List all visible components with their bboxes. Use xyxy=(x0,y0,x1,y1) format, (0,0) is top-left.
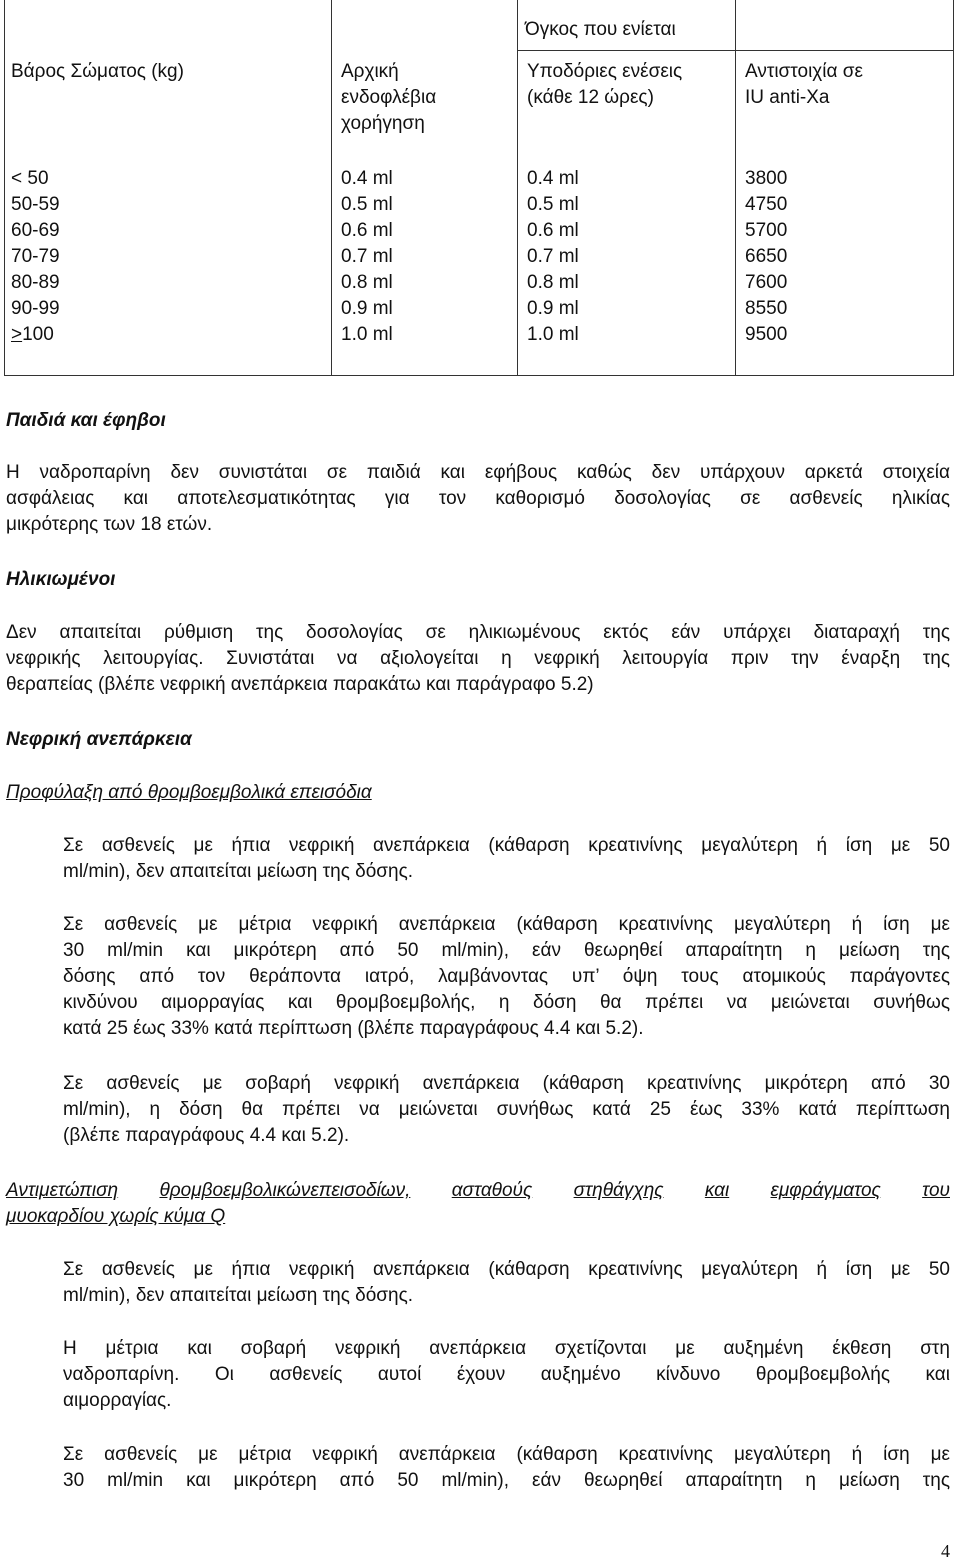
header-line: (κάθε 12 ώρες) xyxy=(527,87,654,108)
header-line: Αρχική xyxy=(341,61,399,82)
heading-word: και xyxy=(704,1180,730,1201)
children-section xyxy=(6,408,950,434)
header-line: ενδοφλέβια xyxy=(341,87,437,108)
table-cell: 1.0 ml xyxy=(341,324,393,345)
children-paragraph xyxy=(6,460,950,538)
volume-group-header: Όγκος που ενίεται xyxy=(525,19,676,40)
elderly-paragraph xyxy=(6,620,950,698)
weight-column-header: Βάρος Σώματος (kg) xyxy=(11,61,184,82)
text-line: 30 ml/min και μικρότερη από 50 ml/min), εάν θεωρηθεί απαραίτητη η μείωση της xyxy=(63,1470,950,1491)
text-line: Η μέτρια και σοβαρή νεφρική ανεπάρκεια σχετίζονται με αυξημένη έκθεση στη xyxy=(63,1338,950,1359)
heading-word: ασταθούς xyxy=(451,1180,533,1201)
table-cell: 0.4 ml xyxy=(341,168,393,189)
text-line: δόσης από τον θεράποντα ιατρό, λαμβάνοντας υπ’ όψη τους ατομικούς παράγοντες xyxy=(63,966,950,987)
text-line: Σε ασθενείς με μέτρια νεφρική ανεπάρκεια (κάθαρση κρεατινίνης μεγαλύτερη ή ίση με xyxy=(63,1444,950,1465)
text-line: κατά 25 έως 33% κατά περίπτωση (βλέπε παραγράφους 4.4 και 5.2). xyxy=(63,1018,644,1039)
treatment-paragraph-3 xyxy=(63,1442,950,1494)
table-cell: 0.8 ml xyxy=(341,272,393,293)
table-cell: 70-79 xyxy=(11,246,60,267)
table-cell: 6650 xyxy=(745,246,788,267)
treatment-paragraph-1 xyxy=(63,1257,950,1309)
heading-word: στηθάγχης xyxy=(573,1180,664,1201)
table-cell: 0.7 ml xyxy=(341,246,393,267)
table-cell: 0.9 ml xyxy=(527,298,579,319)
header-line: Υποδόριες ενέσεις xyxy=(527,61,683,82)
text-line: ασφάλειας και αποτελεσματικότητας για τον καθορισμό δοσολογίας σε ασθενείς ηλικίας xyxy=(6,488,950,509)
table-cell: 0.7 ml xyxy=(527,246,579,267)
table-cell: < 50 xyxy=(11,168,49,189)
anti-xa-column xyxy=(745,166,787,348)
table-cell: 3800 xyxy=(745,168,788,189)
table-cell: 5700 xyxy=(745,220,788,241)
subsection-heading-line2: μυοκαρδίου χωρίς κύμα Q xyxy=(6,1206,226,1227)
table-cell: 50-59 xyxy=(11,194,60,215)
text-line: ναδροπαρίνη. Οι ασθενείς αυτοί έχουν αυξημένο κίνδυνο θρομβοεμβολής και xyxy=(63,1364,950,1385)
text-line: μικρότερης των 18 ετών. xyxy=(6,514,213,535)
heading-word: θρομβοεμβολικώνεπεισοδίων, xyxy=(159,1180,411,1201)
text-line: Σε ασθενείς με σοβαρή νεφρική ανεπάρκεια (κάθαρση κρεατινίνης μικρότερη από 30 xyxy=(63,1073,950,1094)
text-line: νεφρικής λειτουργίας. Συνιστάται να αξιολογείται η νεφρική λειτουργία πριν την έναρξη της xyxy=(6,648,950,669)
subsection-heading: Προφύλαξη από θρομβοεμβολικά επεισόδια xyxy=(6,782,372,803)
text-line: θεραπείας (βλέπε νεφρική ανεπάρκεια παρακάτω και παράγραφο 5.2) xyxy=(6,674,594,695)
header-line: Αντιστοιχία σε xyxy=(745,61,863,82)
text-line: Σε ασθενείς με μέτρια νεφρική ανεπάρκεια (κάθαρση κρεατινίνης μεγαλύτερη ή ίση με xyxy=(63,914,950,935)
page-number: 4 xyxy=(941,1541,950,1561)
table-cell: 4750 xyxy=(745,194,788,215)
iv-volume-column xyxy=(341,166,393,348)
sc-volume-column xyxy=(527,166,579,348)
table-cell: 90-99 xyxy=(11,298,60,319)
prophylaxis-subsection xyxy=(6,780,950,806)
prophylaxis-paragraph-3 xyxy=(63,1071,950,1149)
prophylaxis-paragraph-1 xyxy=(63,833,950,885)
header-line: IU anti-Xa xyxy=(745,87,830,108)
table-cell: 0.4 ml xyxy=(527,168,579,189)
table-divider xyxy=(735,0,736,375)
header-line: χορήγηση xyxy=(341,113,425,134)
anti-xa-column-header xyxy=(745,59,863,111)
text-line: Σε ασθενείς με ήπια νεφρική ανεπάρκεια (κάθαρση κρεατινίνης μεγαλύτερη ή ίση με 50 xyxy=(63,1259,950,1280)
table-cell: 0.8 ml xyxy=(527,272,579,293)
table-cell: 60-69 xyxy=(11,220,60,241)
greater-equal-symbol: > xyxy=(11,324,23,345)
subsection-heading xyxy=(6,1178,950,1204)
table-cell: 7600 xyxy=(745,272,788,293)
dosage-table xyxy=(4,0,954,376)
table-cell: 80-89 xyxy=(11,272,60,293)
treatment-subsection xyxy=(6,1178,950,1230)
text-line: ml/min), δεν απαιτείται μείωση της δόσης. xyxy=(63,1285,414,1306)
table-divider xyxy=(517,0,518,375)
table-cell: 0.5 ml xyxy=(527,194,579,215)
sc-column-header xyxy=(527,59,682,111)
table-divider xyxy=(518,50,954,51)
section-heading: Νεφρική ανεπάρκεια xyxy=(6,729,192,750)
text-line: ml/min), η δόση θα πρέπει να μειώνεται συνήθως κατά 25 έως 33% κατά περίπτωση xyxy=(63,1099,950,1120)
text-line: Η ναδροπαρίνη δεν συνιστάται σε παιδιά και εφήβους καθώς δεν υπάρχουν αρκετά στοιχεία xyxy=(6,462,950,483)
text-line: ml/min), δεν απαιτείται μείωση της δόσης. xyxy=(63,861,414,882)
weight-column xyxy=(11,166,60,348)
table-divider xyxy=(331,0,332,375)
table-cell: 9500 xyxy=(745,324,788,345)
table-cell: 0.9 ml xyxy=(341,298,393,319)
text-line: κινδύνου αιμορραγίας και θρομβοεμβολής, η δόση θα πρέπει να μειώνεται συνήθως xyxy=(63,992,950,1013)
heading-word: του xyxy=(922,1180,950,1201)
heading-word: εμφράγματος xyxy=(770,1180,881,1201)
table-cell: 1.0 ml xyxy=(527,324,579,345)
elderly-section xyxy=(6,567,950,593)
text-line: Δεν απαιτείται ρύθμιση της δοσολογίας σε ηλικιωμένους εκτός εάν υπάρχει διαταραχή της xyxy=(6,622,950,643)
treatment-paragraph-2 xyxy=(63,1336,950,1414)
text-line: 30 ml/min και μικρότερη από 50 ml/min), εάν θεωρηθεί απαραίτητη η μείωση της xyxy=(63,940,950,961)
prophylaxis-paragraph-2 xyxy=(63,912,950,1042)
table-cell: 0.5 ml xyxy=(341,194,393,215)
renal-section xyxy=(6,727,950,753)
iv-column-header xyxy=(341,59,436,137)
table-cell: 8550 xyxy=(745,298,788,319)
table-cell-value: 100 xyxy=(22,324,54,345)
section-heading: Ηλικιωμένοι xyxy=(6,569,116,590)
heading-word: Αντιμετώπιση xyxy=(6,1180,119,1201)
text-line: αιμορραγίας. xyxy=(63,1390,172,1411)
text-line: (βλέπε παραγράφους 4.4 και 5.2). xyxy=(63,1125,350,1146)
table-cell: 0.6 ml xyxy=(527,220,579,241)
table-cell xyxy=(11,322,60,348)
table-cell: 0.6 ml xyxy=(341,220,393,241)
text-line: Σε ασθενείς με ήπια νεφρική ανεπάρκεια (κάθαρση κρεατινίνης μεγαλύτερη ή ίση με 50 xyxy=(63,835,950,856)
section-heading: Παιδιά και έφηβοι xyxy=(6,410,166,431)
